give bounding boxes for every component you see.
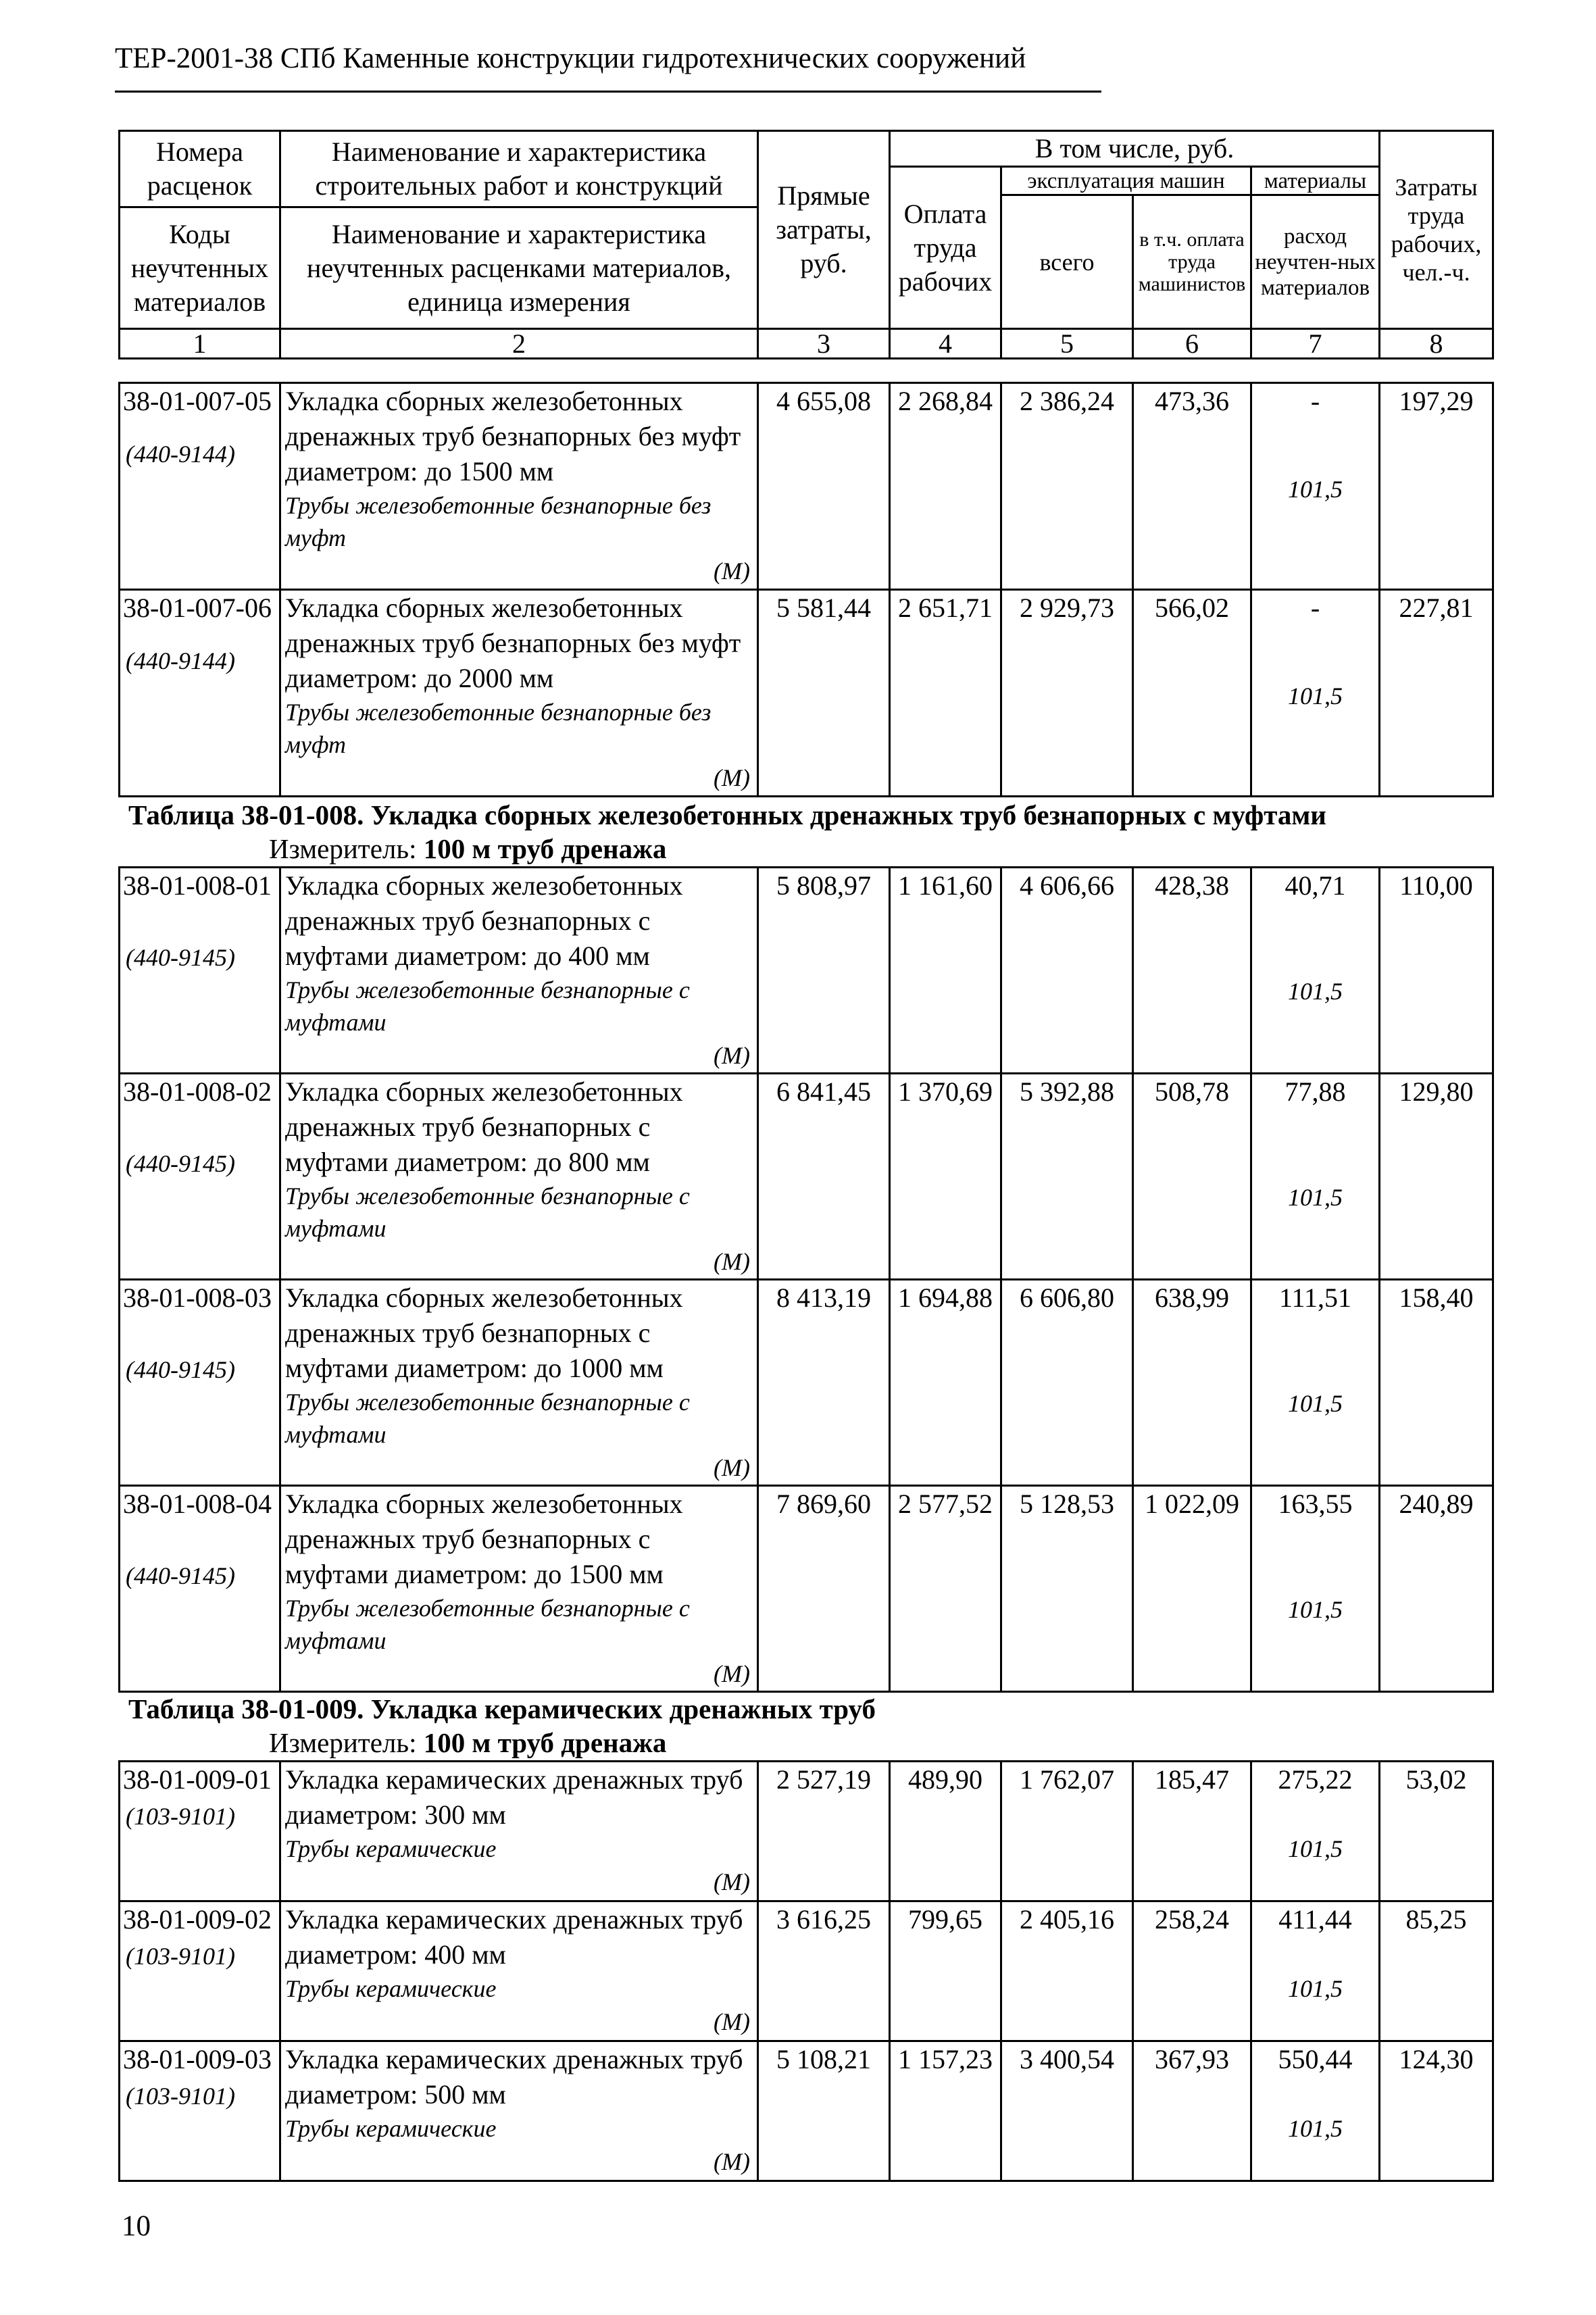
column-header-table: [118, 130, 1494, 359]
header-machine-operation: эксплуатация машин: [1001, 167, 1251, 195]
column-number: 8: [1380, 329, 1493, 359]
material-code: (440-9144): [126, 647, 235, 674]
materials-cost: 77,88 101,5: [1251, 1074, 1380, 1280]
machinists-cost: 185,47: [1133, 1762, 1251, 1901]
table-row: [120, 590, 1493, 797]
column-number: 5: [1001, 329, 1133, 359]
machines-cost: 2 386,24: [1001, 383, 1133, 590]
header-materials: материалы: [1251, 167, 1380, 195]
measure-008: Измеритель: 100 м труб дренажа: [269, 833, 667, 864]
labor-cost: 2 268,84: [890, 383, 1001, 590]
column-number: 4: [890, 329, 1001, 359]
material-code: (103-9101): [126, 1803, 235, 1830]
rate-description-cell: Укладка сборных железобетонных дренажных труб безнапорных без муфт диаметром: до 2000 мм Трубы железобетонные безнапорные без муфт (М): [280, 590, 758, 797]
rate-code-cell: 38-01-009-01 (103-9101): [120, 1762, 280, 1901]
machinists-cost: 638,99: [1133, 1280, 1251, 1486]
rate-description-cell: Укладка сборных железобетонных дренажных труб безнапорных без муфт диаметром: до 1500 мм Трубы железобетонные безнапорные без муфт (М): [280, 383, 758, 590]
materials-cost: - 101,5: [1251, 590, 1380, 797]
materials-cost: 411,44 101,5: [1251, 1901, 1380, 2041]
materials-cost: 550,44 101,5: [1251, 2041, 1380, 2181]
labor-hours: 110,00: [1380, 868, 1493, 1074]
table-title-009: Таблица 38-01-009. Укладка керамических дренажных труб: [128, 1693, 876, 1724]
direct-cost: 8 413,19: [758, 1280, 890, 1486]
direct-cost: 6 841,45: [758, 1074, 890, 1280]
measure-009: Измеритель: 100 м труб дренажа: [269, 1727, 667, 1758]
materials-cost: 163,55 101,5: [1251, 1486, 1380, 1692]
machines-cost: 3 400,54: [1001, 2041, 1133, 2181]
rate-description-cell: Укладка сборных железобетонных дренажных труб безнапорных с муфтами диаметром: до 800 мм Трубы железобетонные безнапорные с муфтами (М): [280, 1074, 758, 1280]
rates-table-007: [118, 382, 1494, 797]
column-number: 1: [120, 329, 280, 359]
machines-cost: 5 392,88: [1001, 1074, 1133, 1280]
material-code: (440-9145): [126, 1562, 235, 1589]
header-unaccounted-materials: расход неучтен-ных материалов: [1251, 195, 1380, 329]
labor-hours: 129,80: [1380, 1074, 1493, 1280]
material-description: Трубы железобетонные безнапорные без муфт: [285, 492, 712, 551]
material-description: Трубы железобетонные безнапорные с муфтами: [285, 1595, 690, 1654]
material-description: Трубы керамические: [285, 1835, 497, 1862]
direct-cost: 2 527,19: [758, 1762, 890, 1901]
header-labor-hours: Затраты труда рабочих, чел.-ч.: [1380, 131, 1493, 329]
labor-hours: 227,81: [1380, 590, 1493, 797]
material-description: Трубы железобетонные безнапорные с муфтами: [285, 1183, 690, 1242]
labor-cost: 2 651,71: [890, 590, 1001, 797]
table-row: [120, 1074, 1493, 1280]
table-row: [120, 383, 1493, 590]
rate-code-cell: 38-01-009-03 (103-9101): [120, 2041, 280, 2181]
header-material-codes: Коды неучтенных материалов: [120, 207, 280, 329]
labor-cost: 1 161,60: [890, 868, 1001, 1074]
rate-code-cell: 38-01-008-02 (440-9145): [120, 1074, 280, 1280]
material-description: Трубы керамические: [285, 2115, 497, 2142]
machinists-cost: 508,78: [1133, 1074, 1251, 1280]
machinists-cost: 258,24: [1133, 1901, 1251, 2041]
labor-cost: 489,90: [890, 1762, 1001, 1901]
material-description: Трубы керамические: [285, 1975, 497, 2002]
table-row: [120, 2041, 1493, 2181]
materials-cost: 275,22 101,5: [1251, 1762, 1380, 1901]
column-number: 6: [1133, 329, 1251, 359]
labor-hours: 85,25: [1380, 1901, 1493, 2041]
labor-hours: 158,40: [1380, 1280, 1493, 1486]
column-number: 3: [758, 329, 890, 359]
labor-cost: 1 694,88: [890, 1280, 1001, 1486]
material-description: Трубы железобетонные безнапорные с муфтами: [285, 976, 690, 1036]
machines-cost: 6 606,80: [1001, 1280, 1133, 1486]
direct-cost: 3 616,25: [758, 1901, 890, 2041]
rate-description-cell: Укладка керамических дренажных труб диаметром: 300 мм Трубы керамические (М): [280, 1762, 758, 1901]
header-worker-pay: Оплата труда рабочих: [890, 167, 1001, 329]
header-machines-total: всего: [1001, 195, 1133, 329]
rate-code-cell: 38-01-009-02 (103-9101): [120, 1901, 280, 2041]
table-row: [120, 1280, 1493, 1486]
rate-code-cell: 38-01-007-06 (440-9144): [120, 590, 280, 797]
rate-code-cell: 38-01-008-03 (440-9145): [120, 1280, 280, 1486]
rate-code-cell: 38-01-008-01 (440-9145): [120, 868, 280, 1074]
machinists-cost: 1 022,09: [1133, 1486, 1251, 1692]
machines-cost: 2 405,16: [1001, 1901, 1133, 2041]
materials-cost: 111,51 101,5: [1251, 1280, 1380, 1486]
table-title-008: Таблица 38-01-008. Укладка сборных железобетонных дренажных труб безнапорных с муфтами: [128, 799, 1326, 830]
rate-description-cell: Укладка сборных железобетонных дренажных труб безнапорных с муфтами диаметром: до 1000 мм Трубы железобетонные безнапорные с муфтами (М): [280, 1280, 758, 1486]
materials-cost: 40,71 101,5: [1251, 868, 1380, 1074]
machinists-cost: 428,38: [1133, 868, 1251, 1074]
direct-cost: 5 108,21: [758, 2041, 890, 2181]
rates-table-008: [118, 866, 1494, 1693]
rate-code-cell: 38-01-007-05 (440-9144): [120, 383, 280, 590]
labor-hours: 240,89: [1380, 1486, 1493, 1692]
rate-description-cell: Укладка керамических дренажных труб диаметром: 400 мм Трубы керамические (М): [280, 1901, 758, 2041]
direct-cost: 5 581,44: [758, 590, 890, 797]
header-direct-costs: Прямые затраты, руб.: [758, 131, 890, 329]
machines-cost: 4 606,66: [1001, 868, 1133, 1074]
header-including-group: В том числе, руб.: [890, 131, 1380, 167]
header-divider: [115, 91, 1101, 93]
header-machinists-pay: в т.ч. оплата труда машинистов: [1133, 195, 1251, 329]
document-header-title: ТЕР-2001-38 СПб Каменные конструкции гидротехнических сооружений: [115, 43, 1026, 74]
materials-cost: - 101,5: [1251, 383, 1380, 590]
labor-cost: 1 157,23: [890, 2041, 1001, 2181]
material-code: (440-9145): [126, 1150, 235, 1177]
machines-cost: 2 929,73: [1001, 590, 1133, 797]
direct-cost: 4 655,08: [758, 383, 890, 590]
table-row: [120, 1762, 1493, 1901]
labor-hours: 53,02: [1380, 1762, 1493, 1901]
material-code: (440-9144): [126, 441, 235, 468]
labor-cost: 2 577,52: [890, 1486, 1001, 1692]
rate-description-cell: Укладка сборных железобетонных дренажных труб безнапорных с муфтами диаметром: до 400 мм Трубы железобетонные безнапорные с муфтами (М): [280, 868, 758, 1074]
page-number: 10: [122, 2210, 151, 2242]
table-row: [120, 1901, 1493, 2041]
direct-cost: 5 808,97: [758, 868, 890, 1074]
column-number: 7: [1251, 329, 1380, 359]
material-description: Трубы железобетонные безнапорные без муфт: [285, 699, 712, 758]
labor-cost: 1 370,69: [890, 1074, 1001, 1280]
direct-cost: 7 869,60: [758, 1486, 890, 1692]
labor-hours: 124,30: [1380, 2041, 1493, 2181]
material-code: (103-9101): [126, 1943, 235, 1970]
material-description: Трубы железобетонные безнапорные с муфтами: [285, 1389, 690, 1448]
machines-cost: 5 128,53: [1001, 1486, 1133, 1692]
table-row: [120, 1486, 1493, 1692]
header-material-name: Наименование и характеристика неучтенных расценками материалов, единица измерения: [280, 207, 758, 329]
material-code: (440-9145): [126, 1356, 235, 1383]
table-row: [120, 868, 1493, 1074]
machines-cost: 1 762,07: [1001, 1762, 1133, 1901]
rate-description-cell: Укладка керамических дренажных труб диаметром: 500 мм Трубы керамические (М): [280, 2041, 758, 2181]
rates-table-009: [118, 1760, 1494, 2182]
machinists-cost: 367,93: [1133, 2041, 1251, 2181]
material-code: (440-9145): [126, 944, 235, 971]
labor-cost: 799,65: [890, 1901, 1001, 2041]
machinists-cost: 566,02: [1133, 590, 1251, 797]
column-number: 2: [280, 329, 758, 359]
machinists-cost: 473,36: [1133, 383, 1251, 590]
header-rate-number: Номера расценок: [120, 131, 280, 207]
rate-description-cell: Укладка сборных железобетонных дренажных труб безнапорных с муфтами диаметром: до 1500 мм Трубы железобетонные безнапорные с муфтами (М): [280, 1486, 758, 1692]
labor-hours: 197,29: [1380, 383, 1493, 590]
rate-code-cell: 38-01-008-04 (440-9145): [120, 1486, 280, 1692]
header-work-name: Наименование и характеристика строительных работ и конструкций: [280, 131, 758, 207]
material-code: (103-9101): [126, 2083, 235, 2110]
